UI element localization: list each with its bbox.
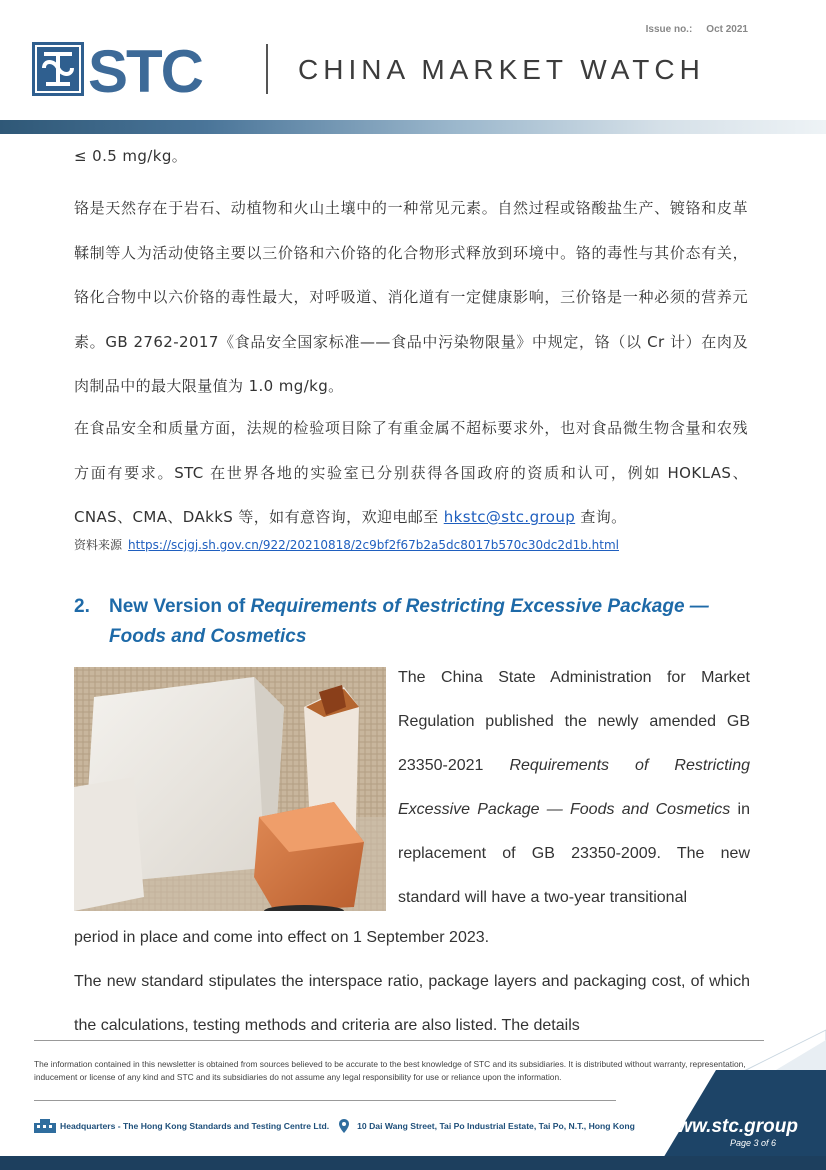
issue-info: [646, 24, 748, 35]
source-link[interactable]: https://scjgj.sh.gov.cn/922/20210818/2c9bf2f67b2a5dc8017b570c30dc2d1b.html: [128, 538, 619, 552]
newsletter-title: CHINA MARKET WATCH: [298, 54, 705, 85]
intro-text-2: in replacement of GB 23350-2009. The new standard will have a two-year transitional: [398, 801, 750, 906]
page-number: Page 3 of 6: [729, 1138, 776, 1148]
headquarters-name: Headquarters - The Hong Kong Standards and Testing Centre Ltd.: [60, 1121, 330, 1131]
section-intro-continued: period in place and come into effect on 1 September 2023.: [74, 929, 490, 946]
section-title-prefix: New Version of: [109, 596, 251, 617]
footer-divider-bottom: [34, 1100, 616, 1101]
issue-value: Oct 2021: [706, 24, 748, 35]
chinese-line-limit: ≤ 0.5 mg/kg。: [74, 147, 188, 165]
location-pin-icon: [339, 1119, 349, 1133]
section-title: [74, 592, 764, 652]
chinese-paragraph-chromium: 铬是天然存在于岩石、动植物和火山土壤中的一种常见元素。自然过程或铬酸盐生产、镀铬和皮革鞣制等人为活动使铬主要以三价铬和六价铬的化合物形式释放到环境中。铬的毒性与其价态有关，铬化合物中以六价铬的毒性最大，对呼吸道、消化道有一定健康影响，三价铬是一种必须的营养元素。GB 2762-2017《食品安全国家标准——食品中污染物限量》中规定，铬（以 Cr 计）在肉及肉制品中的最大限量值为 1.0 mg/kg。: [74, 199, 748, 395]
footer-corner-graphic: [596, 1000, 826, 1170]
issue-label: Issue no.:: [645, 24, 693, 35]
footer-bar: [0, 1156, 826, 1170]
disclaimer: The information contained in this newsletter is obtained from sources believed to be accurate to the best knowledge of STC and its subsidiaries. It is distributed without warranty, representation, inducement or license of any kind and STC and its subsidiaries do not assume any legal responsibility for use or reliance upon the information.: [34, 1059, 746, 1082]
testing-text-before: 在食品安全和质量方面，法规的检验项目除了有重金属不超标要求外，也对食品微生物含量和农残方面有要求。STC 在世界各地的实验室已分别获得各国政府的资质和认可，例如 HOKLAS、CNAS、CMA、DAkkS 等，如有意咨询，欢迎电邮至: [74, 419, 748, 526]
headquarters-address: 10 Dai Wang Street, Tai Po Industrial Estate, Tai Po, N.T., Hong Kong: [357, 1121, 635, 1131]
stc-logo: [32, 40, 232, 98]
logo-text: STC: [88, 40, 202, 98]
website-link[interactable]: www.stc.group: [662, 1116, 798, 1137]
intro-text-1: The China State Administration for Market Regulation published the newly amended GB 23350-2021: [398, 669, 750, 774]
headquarters-line: [34, 1116, 635, 1136]
source-line: [74, 536, 619, 553]
header-band: [0, 120, 826, 134]
header-divider: [266, 44, 268, 94]
section-paragraph-2: The new standard stipulates the interspace ratio, package layers and packaging cost, of which the calculations, testing methods and criteria are also listed. The details: [74, 973, 750, 1034]
building-icon: [34, 1119, 56, 1133]
section-number: 2.: [74, 596, 90, 617]
source-label: 资料来源: [74, 538, 123, 552]
cosmetics-packaging-photo: [74, 667, 386, 911]
chinese-paragraph-testing: [74, 406, 748, 540]
email-link[interactable]: hkstc@stc.group: [443, 508, 576, 526]
testing-text-after: 查询。: [575, 508, 627, 526]
intro-text-italic: Requirements of Restricting Excessive Package — Foods and Cosmetics: [398, 757, 750, 818]
section-title-italic: Requirements of Restricting Excessive Package — Foods and Cosmetics: [109, 596, 709, 647]
section-intro-text: [398, 656, 750, 920]
